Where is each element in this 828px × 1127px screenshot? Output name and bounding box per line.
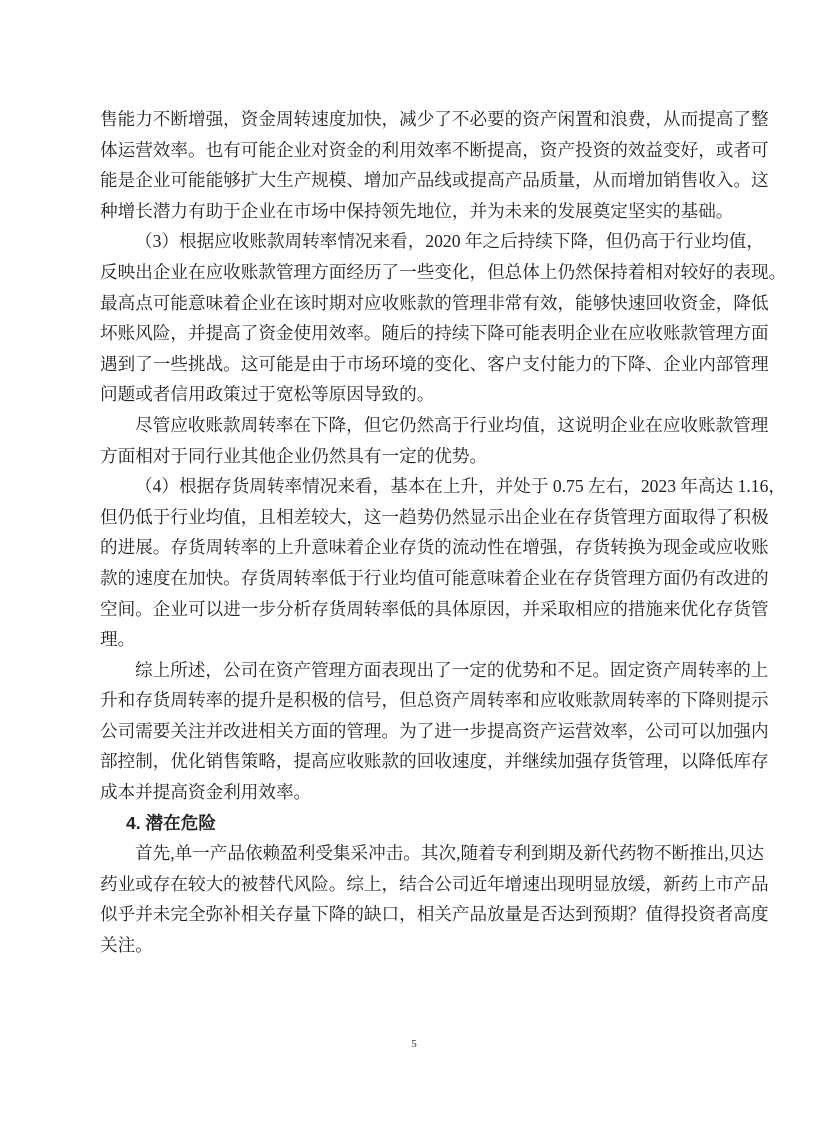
text-line: 成本并提高资金利用效率。 [100,782,312,803]
text-line: 反映出企业在应收账款管理方面经历了一些变化，但总体上仍然保持着相对较好的表现。 [100,261,787,282]
text-line: 空间。企业可以进一步分析存货周转率低的具体原因，并采取相应的措施来优化存货管 [100,598,769,619]
text-line: 款的速度在加快。存货周转率低于行业均值可能意味着企业在存货管理方面仍有改进的 [100,567,769,588]
text-line: （3）根据应收账款周转率情况来看，2020 年之后持续下降，但仍高于行业均值， [135,231,764,252]
text-line: 问题或者信用政策过于宽松等原因导致的。 [100,384,435,405]
text-line: 的进展。存货周转率的上升意味着企业存货的流动性在增强，存货转换为现金或应收账 [100,537,769,558]
paragraph [100,226,787,410]
heading-text: 4. 潜在危险 [126,812,216,833]
paragraph [100,104,769,226]
text-line: 能是企业可能能够扩大生产规模、增加产品线或提高产品质量，从而增加销售收入。这 [100,170,769,191]
paragraph [100,838,769,960]
text-line: 坏账风险，并提高了资金使用效率。随后的持续下降可能表明企业在应收账款管理方面 [100,323,769,344]
text-line: 理。 [100,629,136,650]
document-body [100,104,787,961]
text-line: 关注。 [100,935,153,956]
paragraph [100,410,769,471]
text-line: 升和存货周转率的提升是积极的信号，但总资产周转率和应收账款周转率的下降则提示 [100,690,769,711]
text-line: 最高点可能意味着企业在该时期对应收账款的管理非常有效，能够快速回收资金，降低 [100,292,769,313]
text-line: 遇到了一些挑战。这可能是由于市场环境的变化、客户支付能力的下降、企业内部管理 [100,353,769,374]
text-line: 首先,单一产品依赖盈利受集采冲击。其次,随着专利到期及新代药物不断推出,贝达 [135,843,764,864]
text-line: 综上所述，公司在资产管理方面表现出了一定的优势和不足。固定资产周转率的上 [135,659,769,680]
paragraph [100,655,769,808]
text-line: 部控制，优化销售策略，提高应收账款的回收速度，并继续加强存货管理，以降低库存 [100,751,769,772]
section-heading [100,808,762,839]
text-line: （4）根据存货周转率情况来看，基本在上升，并处于 0.75 左右，2023 年高达 1.16， [135,476,786,497]
text-line: 售能力不断增强，资金周转速度加快，减少了不必要的资产闲置和浪费，从而提高了整 [100,109,769,129]
text-line: 药业或存在较大的被替代风险。综上，结合公司近年增速出现明显放缓，新药上市产品 [100,873,769,894]
paragraph [100,471,786,655]
text-line: 似乎并未完全弥补相关存量下降的缺口，相关产品放量是否达到预期？值得投资者高度 [100,904,769,925]
page-number: 5 [411,1038,417,1050]
text-line: 公司需要关注并改进相关方面的管理。为了进一步提高资产运营效率，公司可以加强内 [100,720,769,741]
text-line: 种增长潜力有助于企业在市场中保持领先地位，并为未来的发展奠定坚实的基础。 [100,200,734,221]
text-line: 尽管应收账款周转率在下降，但它仍然高于行业均值，这说明企业在应收账款管理 [135,414,769,435]
text-line: 但仍低于行业均值，且相差较大，这一趋势仍然显示出企业在存货管理方面取得了积极 [100,506,769,527]
text-line: 体运营效率。也有可能企业对资金的利用效率不断提高，资产投资的效益变好，或者可 [100,139,769,160]
text-line: 方面相对于同行业其他企业仍然具有一定的优势。 [100,445,488,466]
